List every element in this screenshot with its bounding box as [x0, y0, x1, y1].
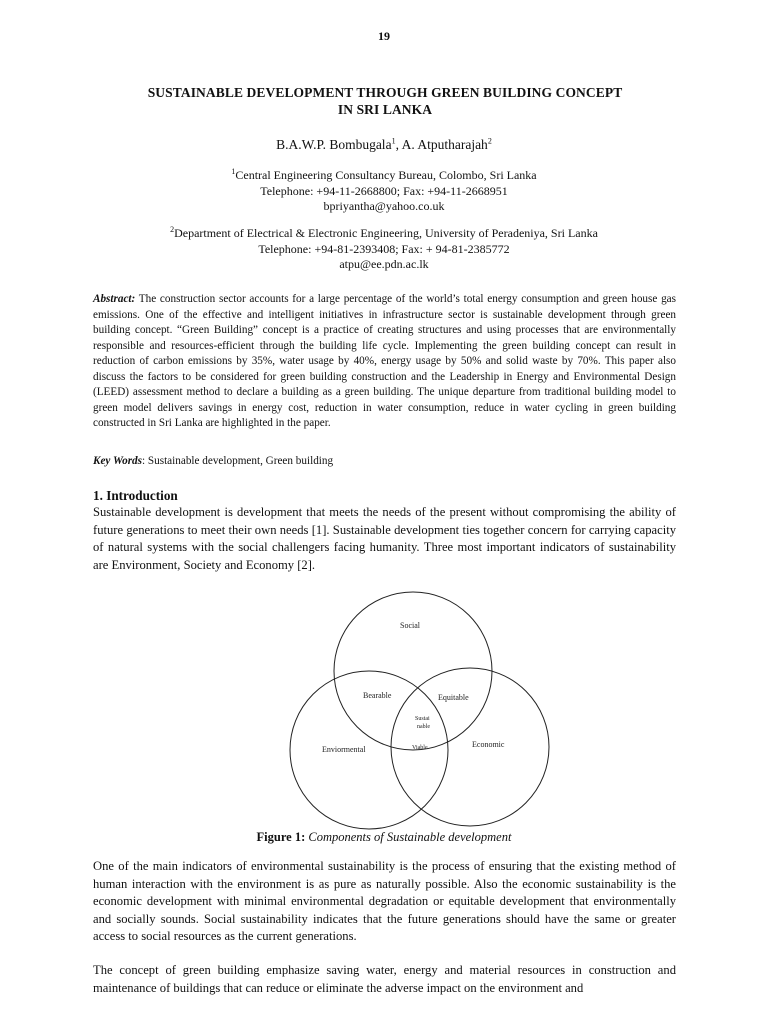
author-1: B.A.W.P. Bombugala: [276, 137, 392, 152]
paragraph-2: One of the main indicators of environmental sustainability is the process of ensuring that the existing method of human interaction with the environment is as pure as naturally possible. Also the economic sustainability is the economic development with minimal environmental degradation or equitable development that environmentally and socially sounds. Social sustainability indicates that the future generations should have the same or greater access to social resources as the current generations.: [93, 859, 676, 943]
caption-text: Components of Sustainable development: [305, 830, 512, 844]
venn-circle-social: [334, 592, 492, 750]
venn-label-economic: Economic: [472, 740, 505, 749]
author-2-sup: 2: [487, 136, 492, 146]
affiliation-2-name: Department of Electrical & Electronic Engineering, University of Peradeniya, Sri Lanka: [174, 226, 598, 240]
affiliation-2: [0, 226, 768, 273]
venn-diagram: [280, 590, 550, 830]
keywords-label: Key Words: [93, 455, 142, 467]
affiliation-1: [0, 168, 768, 215]
affiliation-2-sup: 2: [170, 225, 175, 234]
author-separator: ,: [395, 137, 402, 152]
figure-caption: [0, 830, 768, 845]
abstract: [93, 292, 676, 432]
page-number: 19: [378, 29, 390, 43]
keywords-text: : Sustainable development, Green building: [142, 455, 334, 467]
abstract-label: Abstract:: [93, 293, 136, 305]
author-1-sup: 1: [391, 136, 396, 146]
title-line-2: IN SRI LANKA: [337, 102, 433, 117]
affiliation-1-name: Central Engineering Consultancy Bureau, Colombo, Sri Lanka: [235, 168, 537, 182]
venn-label-environmental: Enviormental: [322, 745, 366, 754]
affiliation-1-email: bpriyantha@yahoo.co.uk: [323, 199, 445, 213]
affiliation-2-email: atpu@ee.pdn.ac.lk: [339, 257, 429, 271]
author-list: [0, 137, 768, 153]
abstract-text: The construction sector accounts for a large percentage of the world’s total energy consumption and green house gas emissions. One of the effective and intelligent initiatives in infrastructure sector is sustainable development through green building concept. “Green Building” concept is a practice of creating structures and using processes that are environmentally responsible and resources-efficient through the building life cycle. Implementing the green building concept can result in reduction of carbon emissions by 35%, water usage by 40%, energy usage by 50% and solid waste by 70%. This paper also discuss the factors to be considered for green building construction and the Leadership in Energy and Environmental Design (LEED) assessment method to declare a building as a green building. The unique departure from traditional building model to green model delivers savings in energy cost, reduction in water consumption, reduce in water cycling in green building constructed in Sri Lanka are highlighted in the paper.: [93, 293, 676, 429]
paragraph-3: The concept of green building emphasize saving water, energy and material resources in construction and maintenance of buildings that can reduce or eliminate the adverse impact on the environment and: [93, 963, 676, 995]
venn-label-sustainable-2: nable: [417, 724, 430, 730]
paper-title: [90, 84, 680, 118]
title-line-1: SUSTAINABLE DEVELOPMENT THROUGH GREEN BUILDING CONCEPT: [147, 85, 623, 100]
keywords: [93, 455, 676, 467]
affiliation-2-phone: Telephone: +94-81-2393408; Fax: + 94-81-2385772: [258, 241, 510, 256]
venn-label-equitable: Equitable: [438, 693, 469, 702]
venn-label-bearable: Bearable: [363, 691, 392, 700]
venn-label-sustainable-1: Sustai: [415, 716, 430, 722]
paragraph-1: Sustainable development is development that meets the needs of the present without compromising the ability of future generations to meet their own needs [1]. Sustainable development ties together concern for carrying capacity of natural systems with the social challengers facing humanity. Three most important indicators of sustainability are Environment, Society and Economy [2].: [93, 505, 676, 572]
section-heading-introduction: 1. Introduction: [93, 488, 178, 503]
venn-label-viable: Viable: [412, 745, 428, 751]
affiliation-1-phone: Telephone: +94-11-2668800; Fax: +94-11-2668951: [260, 183, 508, 198]
caption-label: Figure 1:: [256, 830, 306, 844]
author-2: A. Atputharajah: [401, 137, 488, 152]
affiliation-1-sup: 1: [231, 167, 236, 176]
venn-label-social: Social: [400, 621, 420, 630]
